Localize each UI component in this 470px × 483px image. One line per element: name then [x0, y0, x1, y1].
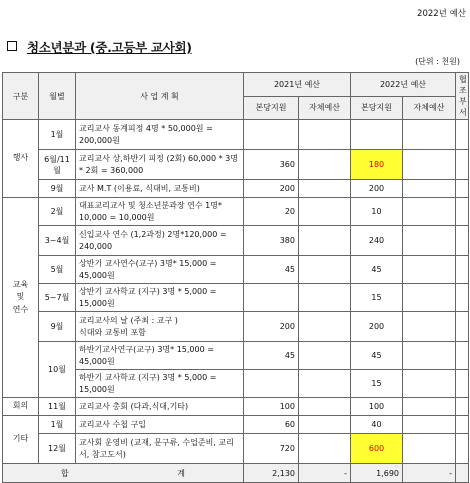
total-2021-hq: 2,130	[244, 464, 299, 483]
cell-month: 9월	[39, 312, 76, 342]
cell-2021-hq	[244, 284, 299, 312]
header-2021-self: 자체예산	[299, 96, 351, 120]
table-row	[3, 150, 469, 180]
cell-2021-hq: 45	[244, 256, 299, 284]
square-bullet-icon	[7, 41, 17, 51]
title-text: 청소년분과 (중.고등부 교사회)	[27, 40, 192, 55]
cell-2022-self	[403, 150, 456, 180]
cell-2021-self	[299, 284, 351, 312]
cell-plan: 교리교사 수첩 구입	[76, 416, 244, 434]
cell-month: 10월	[39, 342, 76, 398]
cell-support	[456, 180, 469, 198]
cell-2021-self	[299, 434, 351, 464]
cell-plan: 교사 M.T (이용료, 식대비, 교통비)	[76, 180, 244, 198]
total-label	[3, 464, 244, 483]
cell-2022-self	[403, 226, 456, 256]
corner-budget-label: 2022년 예산	[417, 9, 466, 19]
cell-2022-hq: 40	[351, 416, 403, 434]
cell-2022-self	[403, 416, 456, 434]
table-row	[3, 416, 469, 434]
cell-month: 9월	[39, 180, 76, 198]
cell-2022-hq: 200	[351, 180, 403, 198]
cell-2021-hq	[244, 370, 299, 398]
cell-plan: 신입교사 연수 (1,2과정) 2명*120,000 = 240,000	[76, 226, 244, 256]
cell-support	[456, 342, 469, 370]
cell-plan	[76, 312, 244, 342]
header-2021: 2021년 예산	[244, 73, 351, 97]
header-2021-hq: 본당지원	[244, 96, 299, 120]
cell-month: 5월	[39, 256, 76, 284]
cell-2022-hq: 45	[351, 256, 403, 284]
cell-plan: 하반기 교사학교 (지구) 3명 * 5,000 = 15,000원	[76, 370, 244, 398]
table-row	[3, 434, 469, 464]
cell-support	[456, 398, 469, 416]
cell-support	[456, 226, 469, 256]
cell-2021-hq: 100	[244, 398, 299, 416]
cell-month: 11월	[39, 398, 76, 416]
total-2021-self: -	[299, 464, 351, 483]
cell-2022-hq: 10	[351, 198, 403, 226]
cell-2022-self	[403, 312, 456, 342]
cell-2021-self	[299, 342, 351, 370]
cell-2021-self	[299, 370, 351, 398]
cell-2022-hq: 15	[351, 284, 403, 312]
cell-2022-hq: 240	[351, 226, 403, 256]
cell-2022-hq-highlighted: 180	[351, 150, 403, 180]
unit-label: (단위 : 천원)	[415, 57, 460, 66]
cell-2021-self	[299, 198, 351, 226]
cell-2022-self	[403, 398, 456, 416]
table-row	[3, 342, 469, 370]
cell-2021-hq: 200	[244, 312, 299, 342]
cell-month: 3~4월	[39, 226, 76, 256]
cell-month: 5~7월	[39, 284, 76, 312]
cell-support	[456, 370, 469, 398]
total-2022-hq: 1,690	[351, 464, 403, 483]
table-row	[3, 198, 469, 226]
cell-plan: 교리교사 상,하반기 피정 (2회) 60,000 * 3명 * 2회 = 360,000	[76, 150, 244, 180]
cell-2022-hq: 100	[351, 398, 403, 416]
cell-plan: 대표교리교사 및 청소년분과장 연수 1명* 10,000 = 10,000원	[76, 198, 244, 226]
cell-2022-self	[403, 284, 456, 312]
cell-plan: 교리교사 동계피정 4명 * 50,000원 = 200,000원	[76, 120, 244, 150]
cell-2021-self	[299, 416, 351, 434]
cell-2022-self	[403, 256, 456, 284]
cell-2022-self	[403, 198, 456, 226]
cell-plan: 교리교사 총회 (다과,식대,기타)	[76, 398, 244, 416]
table-row	[3, 120, 469, 150]
cell-support	[456, 256, 469, 284]
cell-2022-hq: 200	[351, 312, 403, 342]
total-row	[3, 464, 469, 483]
cell-2021-hq: 200	[244, 180, 299, 198]
table-row	[3, 226, 469, 256]
table-row	[3, 284, 469, 312]
table-row	[3, 256, 469, 284]
cell-2022-hq-highlighted: 600	[351, 434, 403, 464]
table-row	[3, 312, 469, 342]
cell-2022-self	[403, 370, 456, 398]
cell-2022-self	[403, 434, 456, 464]
cell-month: 2월	[39, 198, 76, 226]
header-plan: 사 업 계 획	[76, 73, 244, 120]
cell-support	[456, 150, 469, 180]
cell-support	[456, 120, 469, 150]
cell-support	[456, 198, 469, 226]
cell-support	[456, 284, 469, 312]
cell-2021-hq: 360	[244, 150, 299, 180]
header-2022: 2022년 예산	[351, 73, 456, 97]
category-meeting: 회의	[3, 398, 39, 416]
table-row	[3, 180, 469, 198]
cell-2021-self	[299, 226, 351, 256]
total-label-right: 계	[177, 468, 185, 478]
cell-2022-hq	[351, 120, 403, 150]
category-education	[3, 198, 39, 398]
cell-month: 1월	[39, 416, 76, 434]
header-category: 구분	[3, 73, 39, 120]
cell-plan: 상반기 교사연수(교구) 3명* 15,000 = 45,000원	[76, 256, 244, 284]
total-label-left: 합	[61, 468, 69, 478]
category-other: 기타	[3, 416, 39, 464]
cell-plan: 상반기 교사학교 (지구) 3명 * 5,000 = 15,000원	[76, 284, 244, 312]
cell-2022-self	[403, 180, 456, 198]
cell-2021-self	[299, 150, 351, 180]
cell-2022-hq: 45	[351, 342, 403, 370]
cell-plan: 교사회 운영비 (교재, 문구류, 수업준비, 교리서, 참고도서)	[76, 434, 244, 464]
cell-2021-hq: 45	[244, 342, 299, 370]
page-title	[7, 38, 192, 56]
header-2022-hq: 본당지원	[351, 96, 403, 120]
cell-2021-self	[299, 120, 351, 150]
category-event: 행사	[3, 120, 39, 198]
category-education-label: 교육 및 연수	[12, 279, 29, 314]
cell-month: 1월	[39, 120, 76, 150]
cell-2021-self	[299, 398, 351, 416]
cell-month: 12월	[39, 434, 76, 464]
header-2022-self: 자체예산	[403, 96, 456, 120]
total-support	[456, 464, 469, 483]
cell-2021-hq: 720	[244, 434, 299, 464]
header-month: 월별	[39, 73, 76, 120]
plan-line-2: 식대와 교통비 포함	[79, 327, 146, 337]
cell-2022-self	[403, 342, 456, 370]
table-row	[3, 398, 469, 416]
cell-2021-self	[299, 312, 351, 342]
total-2022-self: -	[403, 464, 456, 483]
cell-2021-hq	[244, 120, 299, 150]
cell-2021-hq: 20	[244, 198, 299, 226]
cell-2021-self	[299, 256, 351, 284]
cell-month: 6월/11월	[39, 150, 76, 180]
cell-2021-hq: 380	[244, 226, 299, 256]
cell-2022-hq: 15	[351, 370, 403, 398]
plan-line-1: 교리교사의 날 (주최 : 교구 )	[79, 315, 178, 325]
cell-2021-self	[299, 180, 351, 198]
cell-plan: 하반기교사연구(교구) 3명* 15,000 = 45,000원	[76, 342, 244, 370]
cell-2022-self	[403, 120, 456, 150]
header-support: 협조 부서	[456, 73, 469, 120]
cell-support	[456, 312, 469, 342]
cell-support	[456, 416, 469, 434]
cell-support	[456, 434, 469, 464]
budget-table	[2, 72, 469, 483]
cell-2021-hq: 60	[244, 416, 299, 434]
